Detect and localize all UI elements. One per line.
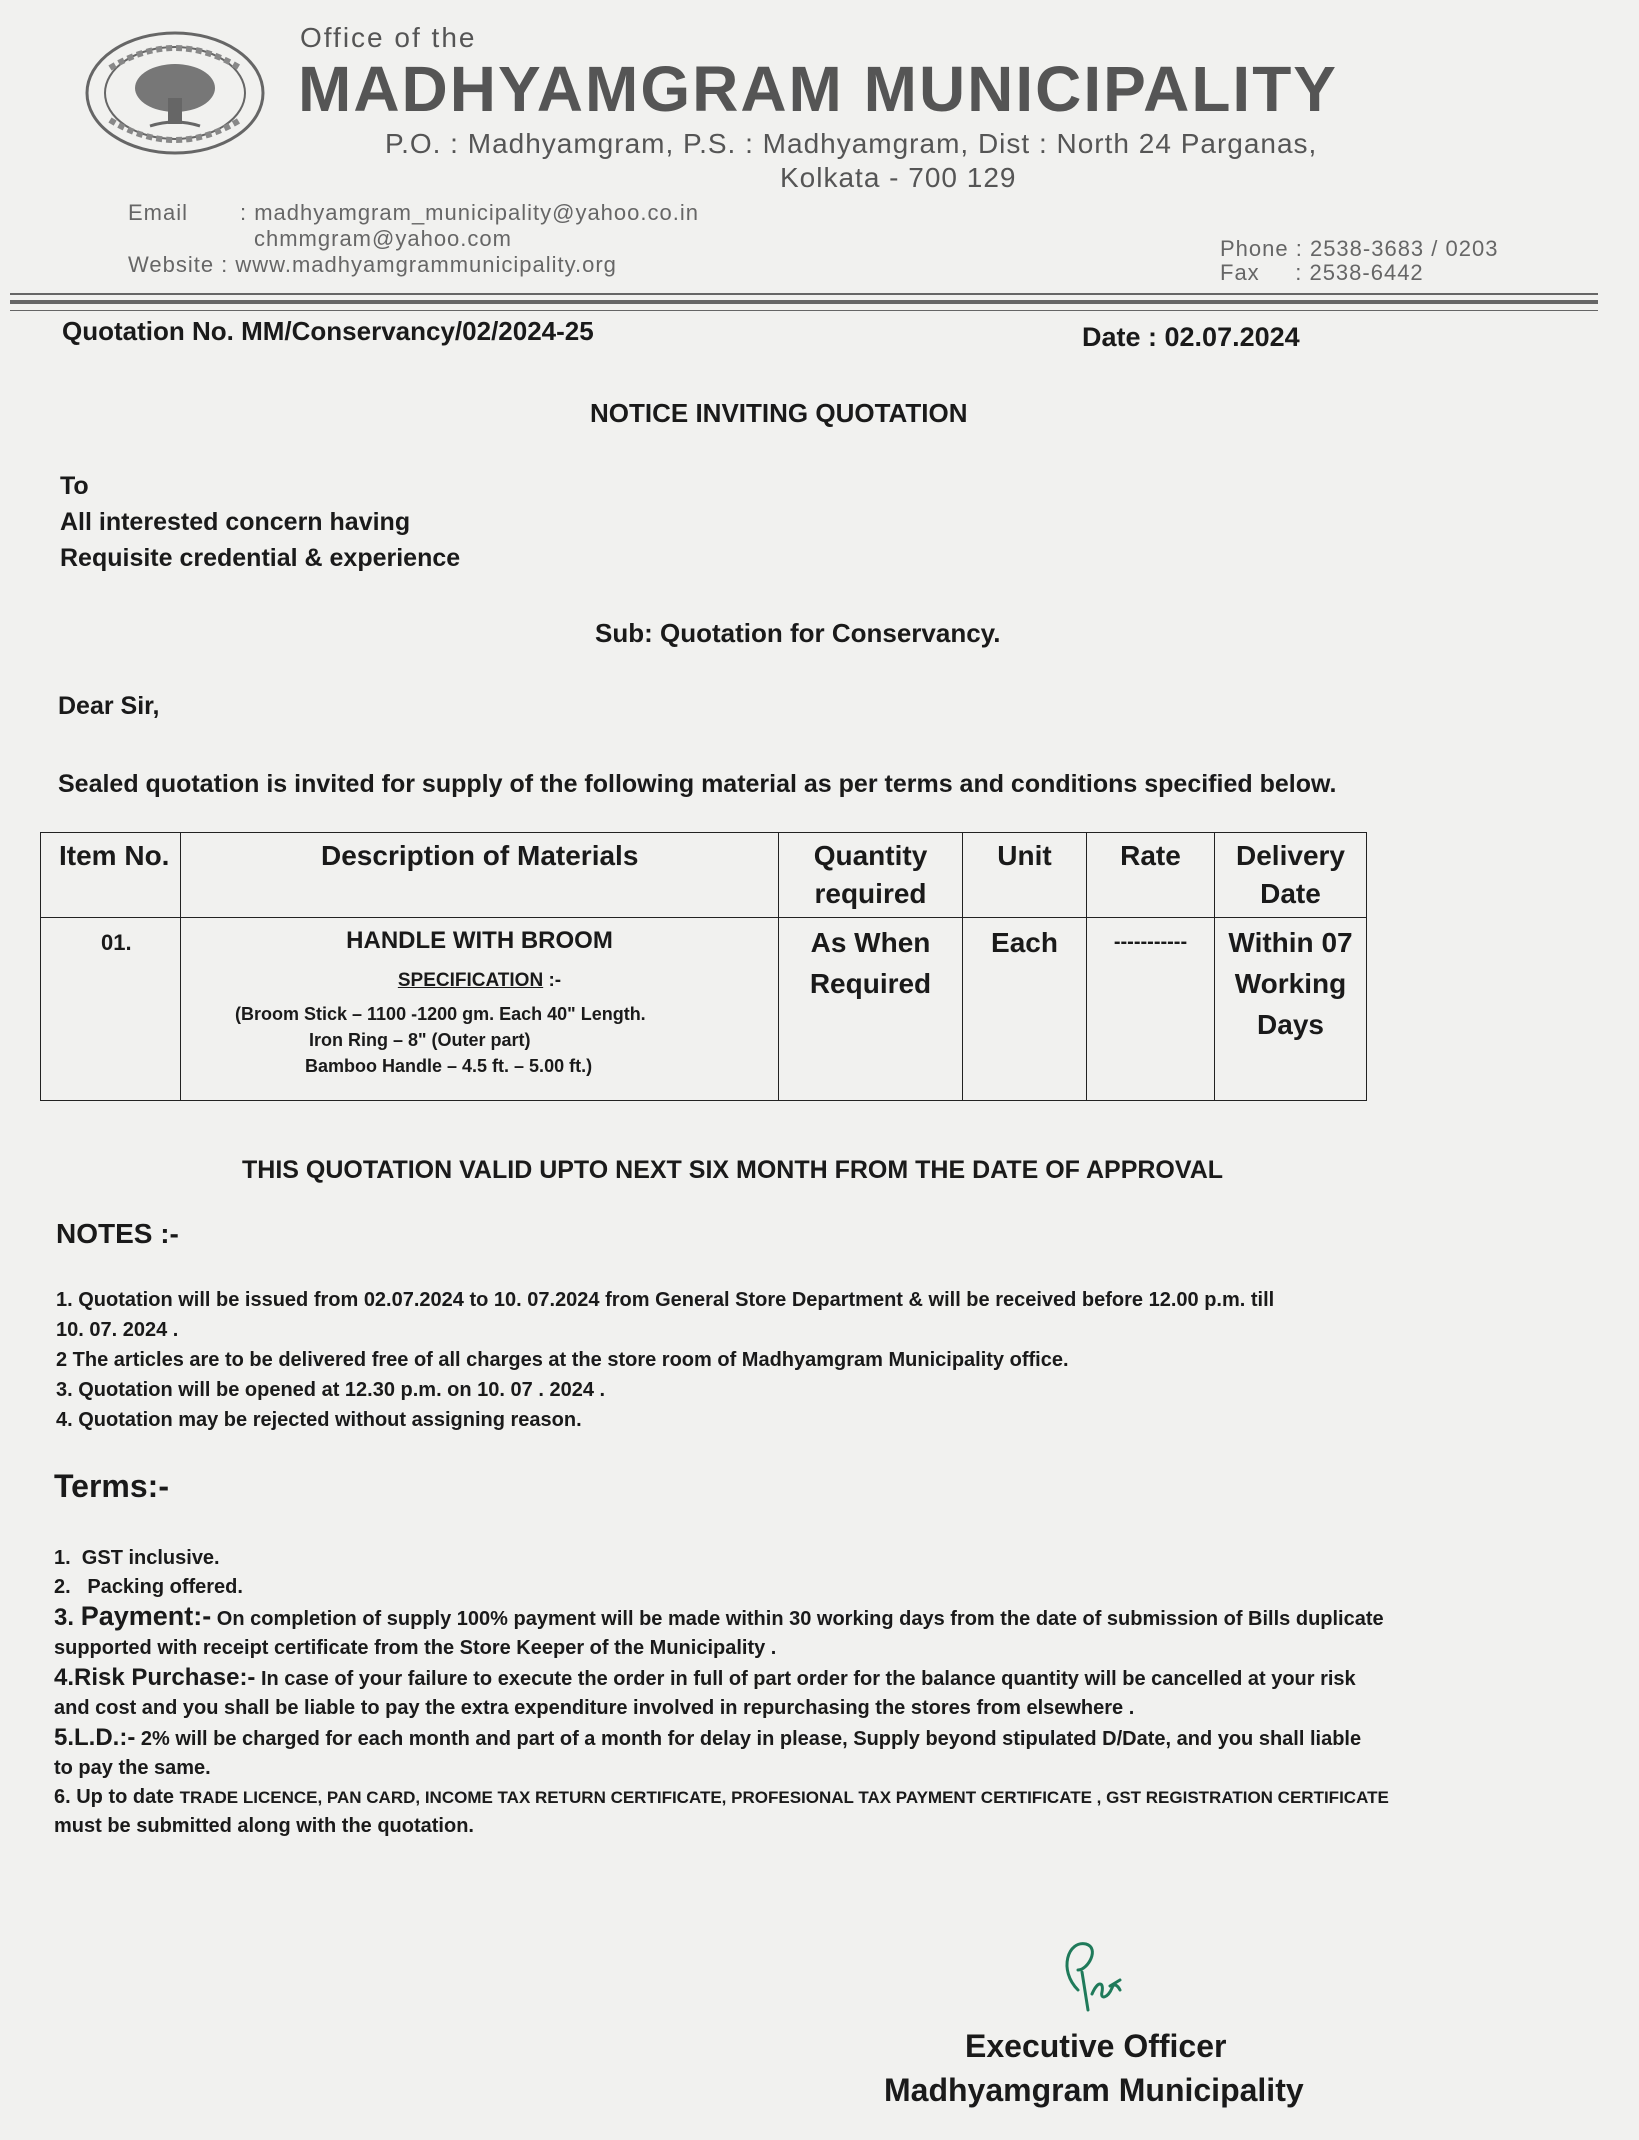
letterhead-divider xyxy=(10,293,1598,295)
delivery-line-1: Within 07 xyxy=(1228,927,1353,958)
term-4-continued: and cost and you shall be liable to pay the extra expenditure involved in repurchasing the stores from elsewhere . xyxy=(54,1697,1135,1719)
term-4-number: 4. xyxy=(54,1664,75,1691)
term-6-documents: TRADE LICENCE, PAN CARD, INCOME TAX RETURN CERTIFICATE, PROFESIONAL TAX PAYMENT CERTIFICATE , GST REGISTRATION CERTIFICATE xyxy=(179,1788,1389,1807)
cell-unit: Each xyxy=(963,918,1087,1101)
addressee-line-2: Requisite credential & experience xyxy=(60,544,461,572)
item-spec-line-3: Bamboo Handle – 4.5 ft. – 5.00 ft.) xyxy=(305,1056,593,1076)
item-spec-heading xyxy=(187,956,772,1001)
signatory-title: Executive Officer xyxy=(965,2028,1227,2064)
terms-heading: Terms:- xyxy=(54,1468,169,1504)
item-spec-line-2: Iron Ring – 8" (Outer part) xyxy=(309,1030,531,1050)
phone-number: Phone : 2538-3683 / 0203 xyxy=(1220,236,1499,261)
intro-paragraph: Sealed quotation is invited for supply of the following material as per terms and conditions specified below. xyxy=(58,770,1337,798)
note-3: 3. Quotation will be opened at 12.30 p.m. on 10. 07 . 2024 . xyxy=(56,1379,606,1401)
notes-list xyxy=(56,1285,1576,1435)
office-of-label: Office of the xyxy=(300,22,477,53)
term-1: 1. GST inclusive. xyxy=(54,1547,220,1569)
term-3 xyxy=(54,1602,1574,1634)
addressee-block xyxy=(60,468,460,576)
item-title: HANDLE WITH BROOM xyxy=(346,927,613,954)
term-3-text: On completion of supply 100% payment will be made within 30 working days from the date of submission of Bills duplicate xyxy=(211,1608,1384,1630)
term-5-label: L.D.:- xyxy=(74,1724,136,1751)
term-3-number: 3. xyxy=(54,1604,81,1631)
letterhead-divider xyxy=(10,300,1598,304)
item-spec-suffix: :- xyxy=(543,970,562,991)
municipality-seal-logo xyxy=(80,28,270,158)
quotation-number: Quotation No. MM/Conservancy/02/2024-25 xyxy=(62,316,594,346)
cell-item-no: 01. xyxy=(41,918,181,1101)
email-label: Email xyxy=(128,200,189,225)
salutation: Dear Sir, xyxy=(58,692,160,720)
addressee-line-1: All interested concern having xyxy=(60,508,411,536)
header-item-no: Item No. xyxy=(41,833,181,918)
document-title: NOTICE INVITING QUOTATION xyxy=(590,398,968,428)
term-6-prefix: 6. Up to date xyxy=(54,1786,180,1808)
delivery-line-2: Working xyxy=(1234,968,1347,999)
header-delivery-line-1: Delivery xyxy=(1236,840,1345,871)
fax-number: Fax : 2538-6442 xyxy=(1220,260,1424,285)
cell-quantity xyxy=(779,918,963,1101)
header-quantity-line-2: required xyxy=(814,878,927,909)
letterhead-divider xyxy=(10,310,1598,311)
notes-heading: NOTES :- xyxy=(56,1218,179,1249)
table-header-row xyxy=(41,833,1367,918)
subject-line: Sub: Quotation for Conservancy. xyxy=(595,618,1001,648)
header-delivery xyxy=(1215,833,1367,918)
delivery-line-3: Days xyxy=(1257,1009,1324,1040)
item-spec-label: SPECIFICATION xyxy=(397,970,544,991)
term-3-label: Payment:- xyxy=(80,1601,212,1631)
notice-date: Date : 02.07.2024 xyxy=(1082,322,1300,352)
terms-list xyxy=(54,1544,1574,1841)
note-1-continued: 10. 07. 2024 . xyxy=(56,1319,179,1341)
header-unit: Unit xyxy=(963,833,1087,918)
email-primary: : madhyamgram_municipality@yahoo.co.in xyxy=(240,200,699,225)
term-6 xyxy=(54,1783,1574,1812)
address-line-2: Kolkata - 700 129 xyxy=(780,162,1017,193)
item-spec-line-1: (Broom Stick – 1100 -1200 gm. Each 40" Length. xyxy=(235,1004,646,1024)
header-description: Description of Materials xyxy=(181,833,779,918)
website: Website : www.madhyamgrammunicipality.org xyxy=(128,252,617,277)
addressee-to: To xyxy=(60,472,89,500)
handwritten-signature xyxy=(1048,1930,1138,2020)
signatory-organization: Madhyamgram Municipality xyxy=(884,2072,1304,2108)
term-5-text: 2% will be charged for each month and part of a month for delay in please, Supply beyond stipulated D/Date, and you shall liable xyxy=(135,1728,1362,1750)
term-3-continued: supported with receipt certificate from the Store Keeper of the Municipality . xyxy=(54,1637,777,1659)
term-4 xyxy=(54,1663,1574,1694)
header-quantity-line-1: Quantity xyxy=(813,840,928,871)
validity-statement: THIS QUOTATION VALID UPTO NEXT SIX MONTH FROM THE DATE OF APPROVAL xyxy=(242,1156,1224,1184)
note-2: 2 The articles are to be delivered free of all charges at the store room of Madhyamgram Municipality office. xyxy=(56,1349,1069,1371)
cell-rate: ----------- xyxy=(1087,918,1215,1101)
note-1: 1. Quotation will be issued from 02.07.2024 to 10. 07.2024 from General Store Department & will be received before 12.00 p.m. till xyxy=(56,1289,1275,1311)
term-5-number: 5. xyxy=(54,1724,75,1751)
table-row xyxy=(41,918,1367,1101)
term-5 xyxy=(54,1723,1574,1754)
cell-description xyxy=(181,918,779,1101)
header-rate: Rate xyxy=(1087,833,1215,918)
quantity-line-1: As When xyxy=(810,927,931,958)
cell-delivery xyxy=(1215,918,1367,1101)
note-4: 4. Quotation may be rejected without assigning reason. xyxy=(56,1409,582,1431)
term-4-text: In case of your failure to execute the order in full of part order for the balance quantity will be cancelled at your risk xyxy=(255,1668,1356,1690)
address-line-1: P.O. : Madhyamgram, P.S. : Madhyamgram, Dist : North 24 Parganas, xyxy=(385,128,1318,159)
term-5-continued: to pay the same. xyxy=(54,1757,211,1779)
header-quantity xyxy=(779,833,963,918)
term-2: 2. Packing offered. xyxy=(54,1576,243,1598)
materials-table xyxy=(40,832,1367,1101)
quantity-line-2: Required xyxy=(809,968,932,999)
municipality-name: MADHYAMGRAM MUNICIPALITY xyxy=(298,53,1338,125)
header-delivery-line-2: Date xyxy=(1260,878,1321,909)
email-secondary: chmmgram@yahoo.com xyxy=(254,226,512,251)
term-4-label: Risk Purchase:- xyxy=(74,1664,256,1691)
term-6-continued: must be submitted along with the quotation. xyxy=(54,1815,474,1837)
